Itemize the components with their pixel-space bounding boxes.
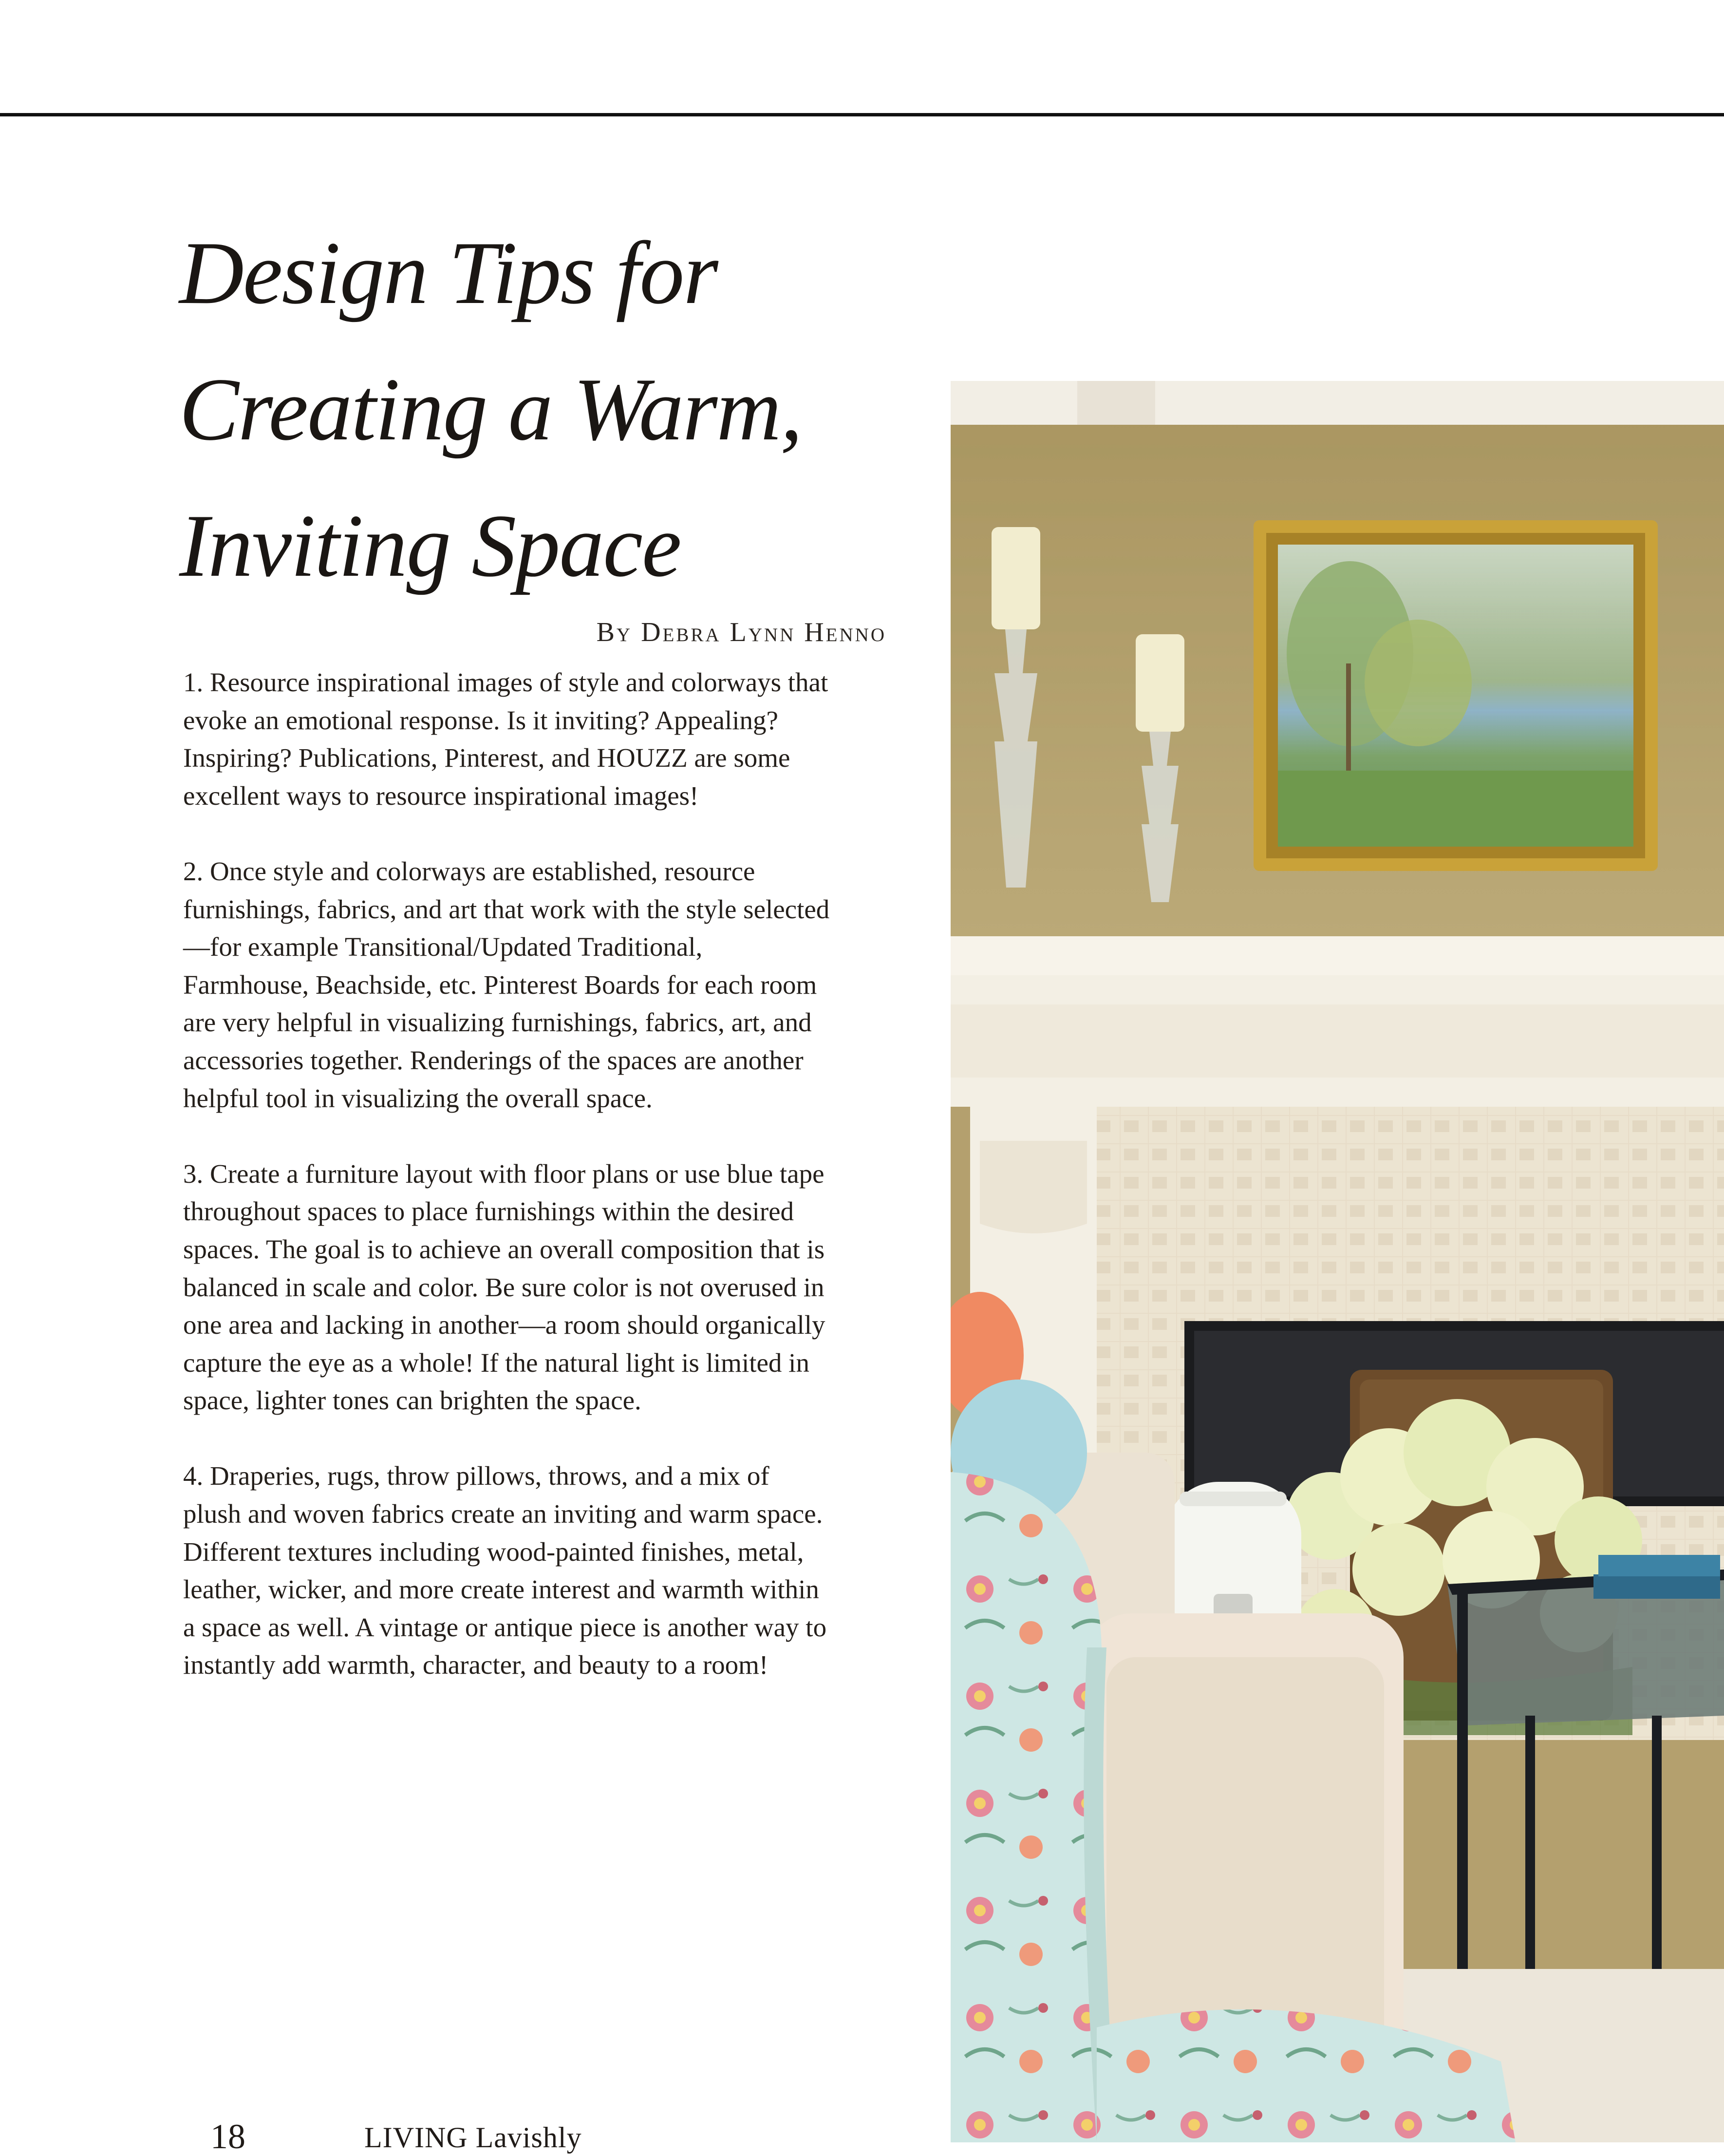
ceiling-corbel xyxy=(1077,381,1155,425)
title-line-1: Design Tips for xyxy=(179,223,717,322)
page-number: 18 xyxy=(210,2117,245,2156)
magazine-name: LIVING Lavishly xyxy=(364,2121,582,2154)
mantel-shelf xyxy=(951,936,1724,975)
ceiling-molding xyxy=(951,381,1724,425)
tip-2: 2. Once style and colorways are established, resource furnishings, fabrics, and art that work with the style selected—for example Transitional/Updated Traditional, Farmhouse, Beachside, etc. Pinterest Boards for each room are very helpful in visualizing furnishings, fabrics, art, and accessories together. Renderings of the spaces are another helpful tool in visualizing the overall space. xyxy=(183,856,830,1113)
byline: By Debra Lynn Henno xyxy=(596,617,886,647)
tip-1: 1. Resource inspirational images of style and colorways that evoke an emotional response. Is it inviting? Appealing? Inspiring? Publications, Pinterest, and HOUZZ are some excellent ways to resource inspirational images! xyxy=(183,667,828,811)
top-rule xyxy=(0,113,1724,116)
coffee-table xyxy=(1447,1555,1724,1988)
title-line-2: Creating a Warm, xyxy=(179,359,802,459)
tips-list xyxy=(183,663,831,1722)
living-room-photo xyxy=(951,381,1724,2142)
title-line-3: Inviting Space xyxy=(179,496,681,595)
framed-painting xyxy=(1254,520,1658,871)
article-title xyxy=(179,205,958,614)
tip-4: 4. Draperies, rugs, throw pillows, throws, and a mix of plush and woven fabrics create an inviting and warm space. Different textures including wood-painted finishes, metal, leather, wicker, and more create interest and warmth within a space as well. A vintage or antique piece is another way to instantly add warmth, character, and beauty to a room! xyxy=(183,1461,827,1680)
tip-3: 3. Create a furniture layout with floor plans or use blue tape throughout spaces to place furnishings within the desired spaces. The goal is to achieve an overall composition that is balanced in scale and color. Be sure color is not overused in one area and lacking in another—a room should organically capture the eye as a whole! If the natural light is limited in space, lighter tones can brighten the space. xyxy=(183,1158,825,1416)
